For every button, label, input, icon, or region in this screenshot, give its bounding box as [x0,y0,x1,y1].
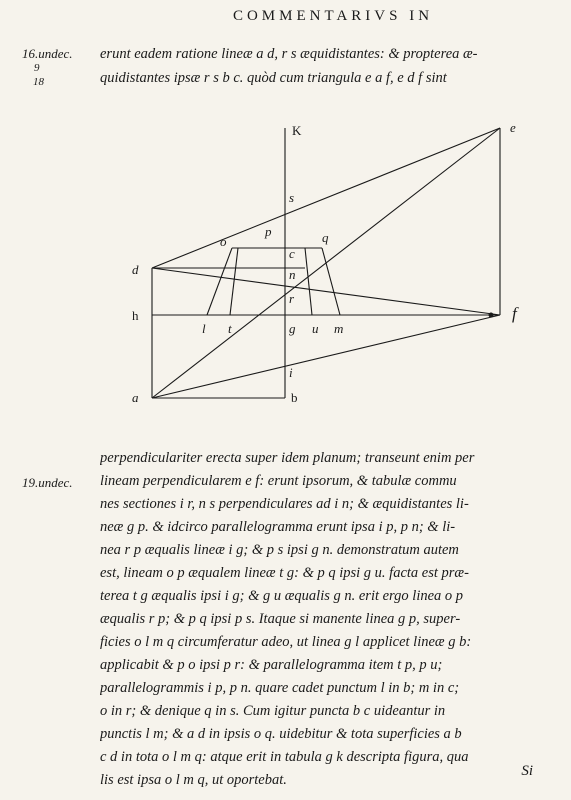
text-line: ficies o l m q circumferatur adeo, ut linea g l applicet lineæ g b: [100,634,472,650]
label-d: d [132,262,139,277]
label-q: q [322,230,329,245]
label-s: s [289,190,295,205]
figure-line [152,128,500,268]
label-m: m [334,321,344,336]
text-line: parallelogrammis i p, p n. quare cadet punctum l in b; m in c; [100,680,460,696]
label-n: n [289,267,296,282]
figure-line [305,248,312,315]
point-f [489,313,494,318]
label-g: g [289,321,296,336]
label-l: l [202,321,206,336]
figure-line [322,248,340,315]
text-line: applicabit & p o ipsi p r: & parallelogramma item t p, p u; [100,657,443,673]
text-line: lis est ipsa o l m q, ut oportebat. [100,772,287,788]
label-e: e [510,120,516,135]
text-line: lineam perpendicularem e f: erunt ipsorum, & tabulæ commu [100,473,457,489]
text-line: terea t g æqualis ipsi i g; & g u æqualis g n. erit ergo linea o p [100,588,464,604]
catchword: Si [521,763,533,779]
margin-reference-sub: 9 [34,62,40,74]
label-u: u [312,321,319,336]
margin-reference: 19.undec. [22,475,73,490]
label-i: i [289,365,293,380]
margin-reference: 16.undec. [22,46,73,61]
figure-line [152,268,500,315]
label-K: K [292,123,302,138]
label-h: h [132,308,139,323]
label-b: b [291,390,298,405]
text-line: nea r p æqualis lineæ i g; & p s ipsi g n. demonstratum autem [100,542,459,558]
text-line: æqualis r p; & p q ipsi p s. Itaque si manente linea g p, super- [100,611,461,627]
label-o: o [220,234,227,249]
label-a: a [132,390,139,405]
label-p: p [265,224,272,239]
text-line: neæ g p. & idcirco parallelogramma erunt ipsa i p, p n; & li- [100,519,456,535]
text-line: nes sectiones i r, n s perpendiculares ad i n; & æquidistantes li- [100,496,469,512]
running-title: COMMENTARIVS IN [232,8,434,24]
text-line: c d in tota o l m q: atque erit in tabula g k descripta figura, qua [100,749,469,765]
text-line: quidistantes ipsæ r s b c. quòd cum triangula e a f, e d f sint [100,70,447,86]
margin-reference-sub: 18 [33,76,44,88]
text-line: est, lineam o p æqualem lineæ t g: & p q ipsi g u. facta est præ- [100,565,469,581]
text-line: perpendiculariter erecta super idem planum; transeunt enim per [100,450,475,466]
figure-line [207,248,232,315]
label-r: r [289,291,295,306]
label-f: f [512,304,517,323]
text-line: erunt eadem ratione lineæ a d, r s æquidistantes: & propterea æ- [100,46,478,62]
figure-line [230,248,238,315]
text-line: punctis l m; & a d in ipsis o q. uidebitur & tota superficies a b [100,726,462,742]
label-t: t [228,321,232,336]
label-c: c [289,246,295,261]
text-line: o in r; & denique q in s. Cum igitur puncta b c uideantur in [100,703,446,719]
